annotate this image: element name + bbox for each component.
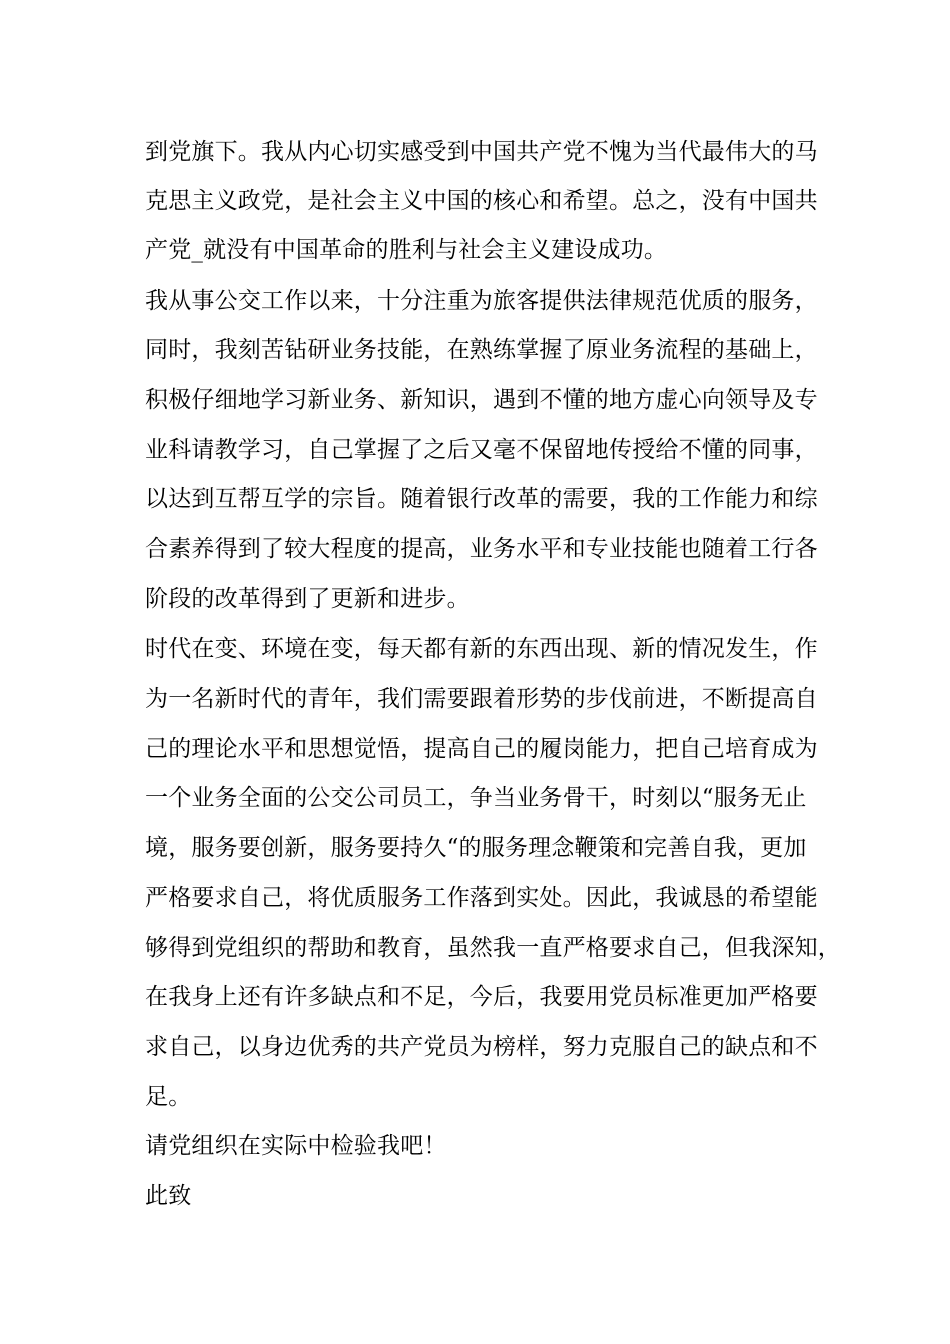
text-line: 同时，我刻苦钻研业务技能，在熟练掌握了原业务流程的基础上， xyxy=(145,337,818,363)
text-line: 以达到互帮互学的宗旨。随着银行改革的需要，我的工作能力和综 xyxy=(145,486,818,512)
text-line: 严格要求自己，将优质服务工作落到实处。因此，我诚恳的希望能 xyxy=(145,885,818,911)
text-line: 请党组织在实际中检验我吧！ xyxy=(145,1133,447,1159)
text-line: 我从事公交工作以来，十分注重为旅客提供法律规范优质的服务， xyxy=(145,288,818,314)
text-line: 够得到党组织的帮助和教育，虽然我一直严格要求自己，但我深知， xyxy=(145,935,841,961)
text-line: 克思主义政党，是社会主义中国的核心和希望。总之，没有中国共 xyxy=(145,188,818,214)
text-line: 求自己，以身边优秀的共产党员为榜样，努力克服自己的缺点和不 xyxy=(145,1034,818,1060)
text-line: 为一名新时代的青年，我们需要跟着形势的步伐前进，不断提高自 xyxy=(145,686,818,712)
text-line: 积极仔细地学习新业务、新知识，遇到不懂的地方虚心向领导及专 xyxy=(145,387,818,413)
text-line: 业科请教学习，自己掌握了之后又毫不保留地传授给不懂的同事， xyxy=(145,437,818,463)
text-line: 此致 xyxy=(145,1183,192,1209)
text-line: 阶段的改革得到了更新和进步。 xyxy=(145,586,470,612)
text-line: 己的理论水平和思想觉悟，提高自己的履岗能力，把自己培育成为 xyxy=(145,736,818,762)
text-line: 合素养得到了较大程度的提高，业务水平和专业技能也随着工行各 xyxy=(145,536,818,562)
text-line: 时代在变、环境在变，每天都有新的东西出现、新的情况发生，作 xyxy=(145,636,818,662)
text-line: 足。 xyxy=(145,1084,192,1110)
text-line: 在我身上还有许多缺点和不足，今后，我要用党员标准更加严格要 xyxy=(145,984,818,1010)
text-line: 产党_就没有中国革命的胜利与社会主义建设成功。 xyxy=(145,237,668,263)
text-line: 境，服务要创新，服务要持久“的服务理念鞭策和完善自我，更加 xyxy=(145,835,807,861)
text-line: 到党旗下。我从内心切实感受到中国共产党不愧为当代最伟大的马 xyxy=(145,139,818,165)
text-line: 一个业务全面的公交公司员工，争当业务骨干，时刻以“服务无止 xyxy=(145,785,807,811)
